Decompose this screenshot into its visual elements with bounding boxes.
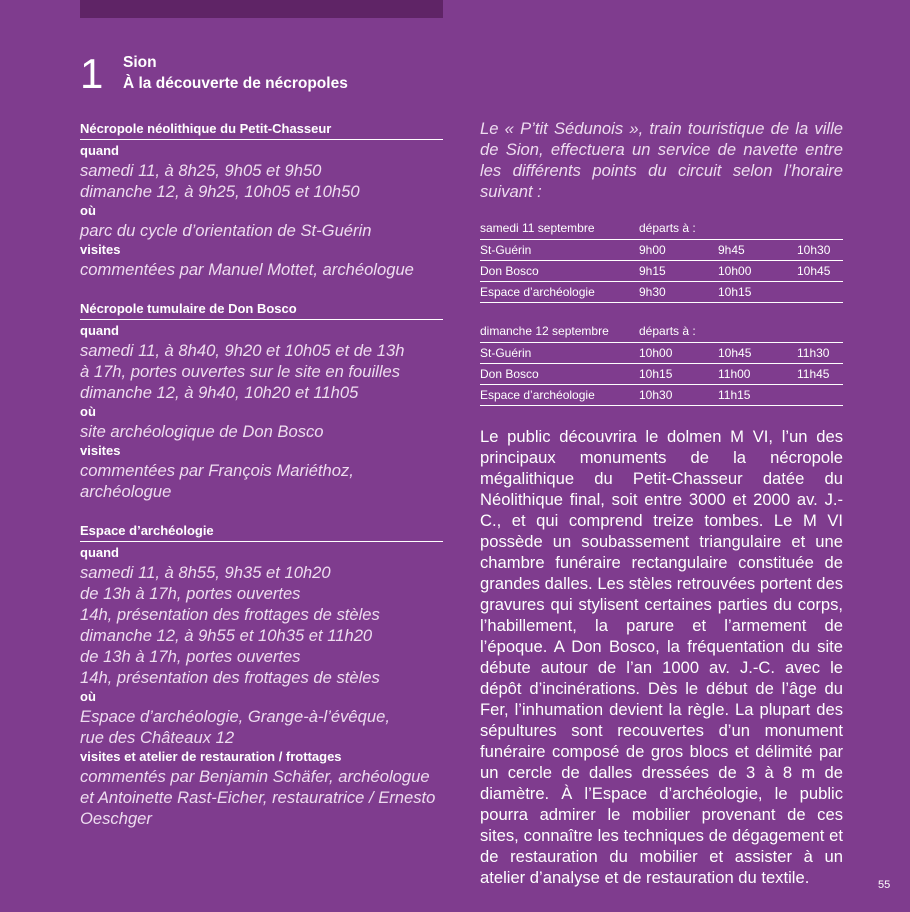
- departure-time: 9h15: [639, 261, 718, 282]
- where-value: site archéologique de Don Bosco: [80, 422, 324, 441]
- departure-time: 10h30: [639, 385, 718, 406]
- train-column: [480, 118, 843, 888]
- departure-time: 9h00: [639, 240, 718, 261]
- departure-time: [797, 385, 843, 406]
- body-paragraph: Le public découvrira le dolmen M VI, l’un des principaux monuments de la nécropole mégalithique du Petit-Chasseur datée du Néolithique final, soit entre 3000 et 2000 av. J.-C., et qui comprend treize tombes. Le M VI possède un soubassement triangulaire et une chambre funéraire rectangulaire constituée de grandes dalles. Les stèles retrouvées portent des gravures qui stylisent certaines parties du corps, l’habillement, la parure et l’armement de l’époque. A Don Bosco, la fréquentation du site débute autour de l’an 1000 av. J.-C. avec le dépôt d’incinérations. Dès le début de l’âge du Fer, l’inhumation devient la règle. La plupart des sépultures sont recouvertes d’un monument funéraire composé de gros blocs et délimité par un cercle de dalles dressées de 3 à 8 m de diamètre. À l’Espace d’archéologie, le public pourra admirer le mobilier provenant de ces sites, connaître les techniques de dégagement et de restauration du mobilier et assister à un atelier d’analyse et de restauration du textile.: [480, 427, 843, 887]
- departure-time: 10h45: [797, 261, 843, 282]
- departure-time: 10h30: [797, 240, 843, 261]
- chapter-city: Sion: [123, 54, 157, 71]
- table-row: [480, 261, 843, 282]
- departure-time: 10h00: [639, 343, 718, 364]
- when-value: samedi 11, à 8h55, 9h35 et 10h20 de 13h à 17h, portes ouvertes 14h, présentation des frottages de stèles dimanche 12, à 9h55 et 10h35 et 11h20 de 13h à 17h, portes ouvertes 14h, présentation des frottages de stèles: [80, 563, 380, 687]
- site-petit-chasseur: [80, 121, 443, 280]
- when-value: samedi 11, à 8h25, 9h05 et 9h50 dimanche 12, à 9h25, 10h05 et 10h50: [80, 161, 360, 201]
- chapter-subtitle: À la découverte de nécropoles: [123, 75, 348, 92]
- departure-time: 9h45: [718, 240, 797, 261]
- header-bar: [80, 0, 443, 18]
- stop-name: Don Bosco: [480, 364, 639, 385]
- site-title: Nécropole tumulaire de Don Bosco: [80, 301, 443, 320]
- departure-time: 11h15: [718, 385, 797, 406]
- departure-time: 11h30: [797, 343, 843, 364]
- departure-time: 11h45: [797, 364, 843, 385]
- chapter-heading: [123, 52, 348, 94]
- where-label: où: [80, 203, 96, 218]
- visits-value: commentés par Benjamin Schäfer, archéologue et Antoinette Rast-Eicher, restauratrice / Ernesto Oeschger: [80, 767, 436, 828]
- stop-name: Espace d’archéologie: [480, 385, 639, 406]
- table-row: [480, 282, 843, 303]
- chapter-number: 1: [80, 50, 104, 97]
- where-label: où: [80, 689, 96, 704]
- table-row: [480, 240, 843, 261]
- when-value: samedi 11, à 8h40, 9h20 et 10h05 et de 13h à 17h, portes ouvertes sur le site en fouilles dimanche 12, à 9h40, 10h20 et 11h05: [80, 341, 405, 402]
- visits-label: visites: [80, 242, 121, 257]
- stop-name: Espace d’archéologie: [480, 282, 639, 303]
- departure-time: 10h15: [718, 282, 797, 303]
- departure-time: 10h45: [718, 343, 797, 364]
- schedule-sunday: [480, 323, 843, 406]
- stop-name: St-Guérin: [480, 240, 639, 261]
- schedule-day: samedi 11 septembre: [480, 220, 639, 240]
- stop-name: Don Bosco: [480, 261, 639, 282]
- where-value: Espace d’archéologie, Grange-à-l’évêque, rue des Châteaux 12: [80, 707, 390, 747]
- train-intro: Le « P’tit Sédunois », train touristique de la ville de Sion, effectuera un service de navette entre les différents points du circuit selon l’horaire suivant :: [480, 119, 843, 201]
- stop-name: St-Guérin: [480, 343, 639, 364]
- departure-time: 10h00: [718, 261, 797, 282]
- schedule-saturday: [480, 220, 843, 303]
- visits-value: commentées par Manuel Mottet, archéologue: [80, 260, 414, 279]
- departure-time: [797, 282, 843, 303]
- departure-time: 9h30: [639, 282, 718, 303]
- page-number: 55: [878, 879, 891, 891]
- table-row: [480, 364, 843, 385]
- visits-label: visites et atelier de restauration / frottages: [80, 749, 342, 764]
- when-label: quand: [80, 323, 119, 338]
- when-label: quand: [80, 545, 119, 560]
- site-title: Espace d’archéologie: [80, 523, 443, 542]
- table-row: [480, 343, 843, 364]
- departure-time: 10h15: [639, 364, 718, 385]
- visits-label: visites: [80, 443, 121, 458]
- where-value: parc du cycle d’orientation de St-Guérin: [80, 221, 372, 240]
- visits-value: commentées par François Mariéthoz, archéologue: [80, 461, 354, 501]
- where-label: où: [80, 404, 96, 419]
- sites-column: [80, 121, 443, 850]
- when-label: quand: [80, 143, 119, 158]
- schedule-header: [480, 323, 843, 343]
- departures-label: départs à :: [639, 323, 843, 343]
- table-row: [480, 385, 843, 406]
- departure-time: 11h00: [718, 364, 797, 385]
- schedule-day: dimanche 12 septembre: [480, 323, 639, 343]
- site-espace-archeologie: [80, 523, 443, 829]
- departures-label: départs à :: [639, 220, 843, 240]
- schedule-header: [480, 220, 843, 240]
- site-don-bosco: [80, 301, 443, 502]
- site-title: Nécropole néolithique du Petit-Chasseur: [80, 121, 443, 140]
